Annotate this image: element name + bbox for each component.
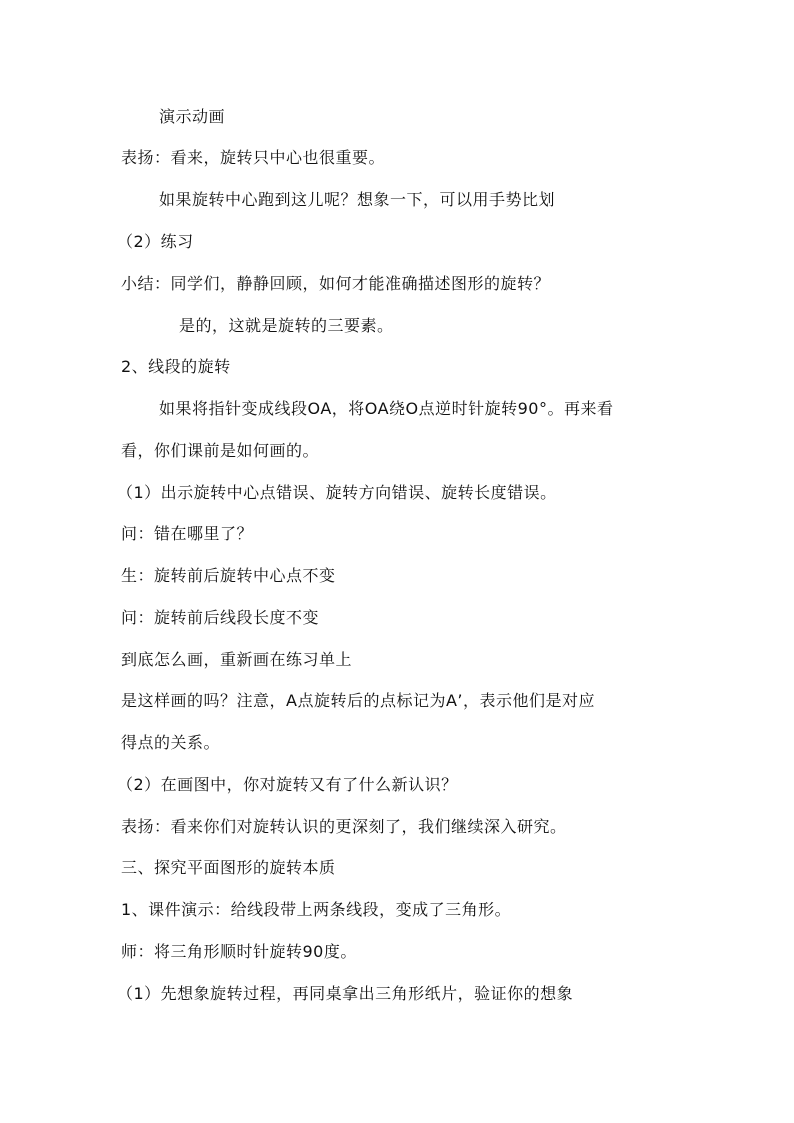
text-line: （2）练习 [117, 232, 194, 251]
text-line: 问：旋转前后线段长度不变 [121, 608, 320, 627]
text-line: 表扬：看来，旋转只中心也很重要。 [121, 148, 386, 167]
text-line: 如果将指针变成线段OA，将OA绕O点逆时针旋转90°。再来看 [159, 399, 614, 418]
text-line: 是这样画的吗？注意，A点旋转后的点标记为A’，表示他们是对应 [121, 691, 595, 710]
text-line: 如果旋转中心跑到这儿呢？想象一下，可以用手势比划 [159, 190, 556, 209]
text-line: 是的，这就是旋转的三要素。 [179, 316, 394, 335]
text-line: （1）先想象旋转过程，再同桌拿出三角形纸片，验证你的想象 [117, 984, 574, 1003]
text-line: 师：将三角形顺时针旋转90度。 [121, 942, 357, 961]
section-heading: 2、线段的旋转 [121, 357, 231, 376]
text-line: 表扬：看来你们对旋转认识的更深刻了，我们继续深入研究。 [121, 817, 567, 836]
text-line: 看，你们课前是如何画的。 [121, 441, 320, 460]
text-line: 小结：同学们，静静回顾，如何才能准确描述图形的旋转？ [121, 274, 551, 293]
text-line: 问：错在哪里了？ [121, 524, 254, 543]
text-line: 得点的关系。 [121, 733, 221, 752]
text-line: 到底怎么画，重新画在练习单上 [121, 650, 353, 669]
text-line: 生：旋转前后旋转中心点不变 [121, 566, 336, 585]
section-heading: 三、探究平面图形的旋转本质 [121, 858, 336, 877]
text-line: （1）出示旋转中心点错误、旋转方向错误、旋转长度错误。 [117, 483, 557, 502]
text-line: （2）在画图中，你对旋转又有了什么新认识？ [117, 775, 458, 794]
text-line: 1、课件演示：给线段带上两条线段，变成了三角形。 [121, 900, 512, 919]
text-line: 演示动画 [159, 107, 226, 126]
